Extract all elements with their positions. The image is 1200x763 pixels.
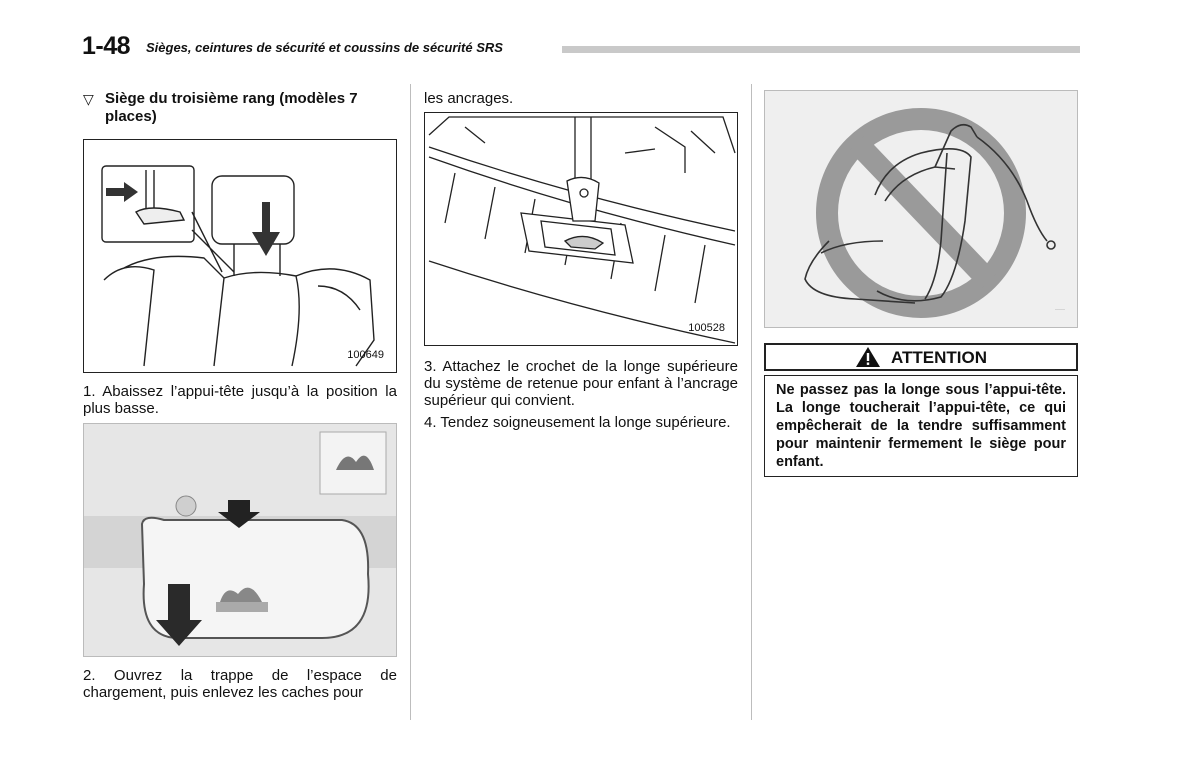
step-2: 2. Ouvrez la trappe de l’espace de chargement, puis enlevez les caches pour [83,667,397,701]
step-4: 4. Tendez soigneusement la longe supérieure. [424,414,731,431]
triangle-marker-icon: ▽ [83,91,94,107]
attention-text: Ne passez pas la longe sous l’appui-tête. La longe toucherait l’appui-tête, ce qui empêcherait de la tendre suffisamment pour maintenir fermement le siège pour enfant. [764,375,1078,477]
figure-code: 100528 [688,322,725,334]
figure-headrest [83,139,397,373]
cargo-hatch-illustration [84,424,397,657]
column-right [764,90,1078,477]
figure-prohibited-routing [764,90,1078,328]
headrest-illustration [84,140,397,373]
tether-anchor-illustration [425,113,738,346]
step-1: 1. Abaissez l’appui-tête jusqu’à la position la plus basse. [83,383,397,417]
column-divider [751,84,752,720]
attention-banner [764,343,1078,371]
continued-text: les ancrages. [424,90,514,107]
chapter-title: Sièges, ceintures de sécurité et coussins de sécurité SRS [146,40,503,55]
column-divider [410,84,411,720]
section-heading [83,90,397,126]
column-left [83,90,397,701]
column-middle [424,90,738,431]
figure-anchor [424,112,738,346]
prohibited-routing-illustration [765,91,1078,328]
page-header [82,30,1080,60]
figure-code-mark: ····· [1055,307,1065,313]
attention-title: ATTENTION [890,347,987,367]
page-number: 1-48 [82,32,131,60]
section-title: Siège du troisième rang (modèles 7 places) [105,90,358,125]
figure-code: 100649 [347,349,384,361]
step-3: 3. Attachez le crochet de la longe supérieure du système de retenue pour enfant à l’ancrage supérieur qui convient. [424,358,738,409]
warning-triangle-icon [855,346,881,368]
figure-cargo-hatch [83,423,397,657]
header-rule [562,46,1080,53]
